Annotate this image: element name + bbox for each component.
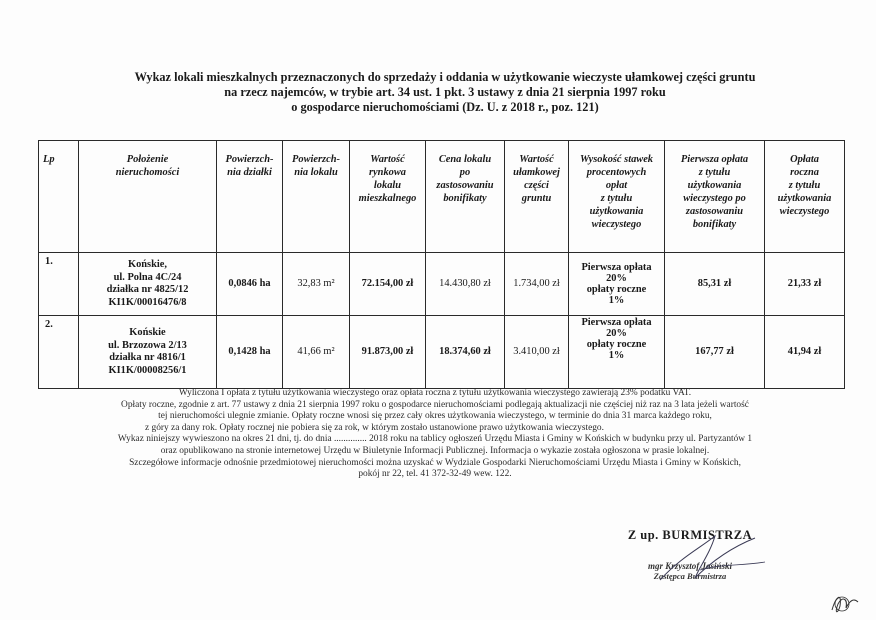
header-plot-area: Powierzch- nia działki <box>217 141 283 253</box>
row-plot-area: 0,0846 ha <box>217 253 283 316</box>
row-plot-area: 0,1428 ha <box>217 316 283 389</box>
note-line: z góry za dany rok. Opłaty rocznej nie pobiera się za rok, w którym zostało ustanowione prawo użytkowania wieczystego. <box>145 422 604 433</box>
row-land-share-value: 1.734,00 zł <box>505 253 569 316</box>
row-first-fee: 167,77 zł <box>665 316 765 389</box>
header-row <box>39 141 845 253</box>
header-location: Położenie nieruchomości <box>79 141 217 253</box>
note-line: Wyliczona I opłata z tytułu użytkowania wieczystego oraz opłata roczna z tytułu użytkowania wieczystego zawierają 23% podatku VAT. <box>178 388 692 398</box>
row-price: 14.430,80 zł <box>426 253 505 316</box>
page-initials <box>828 588 864 618</box>
note-line: pokój nr 22, tel. 41 372-32-49 wew. 122. <box>358 469 512 480</box>
table-row <box>39 316 845 389</box>
row-market-value: 72.154,00 zł <box>350 253 426 316</box>
row-land-share-value: 3.410,00 zł <box>505 316 569 389</box>
document-title <box>60 70 830 115</box>
signatory-name: mgr Krzysztof Jasiński <box>647 561 733 571</box>
header-unit-area: Powierzch- nia lokalu <box>283 141 350 253</box>
header-rates: Wysokość stawek procentowych opłat z tytułu użytkowania wieczystego <box>569 141 665 253</box>
header-price: Cena lokalu po zastosowaniu bonifikaty <box>426 141 505 253</box>
header-first-fee: Pierwsza opłata z tytułu użytkowania wieczystego po zastosowaniu bonifikaty <box>665 141 765 253</box>
header-lp: Lp <box>39 141 79 253</box>
row-annual-fee: 21,33 zł <box>765 253 845 316</box>
row-unit-area: 41,66 m² <box>283 316 350 389</box>
header-land-share-value: Wartość ułamkowej części gruntu <box>505 141 569 253</box>
row-rates: Pierwsza opłata 20% opłaty roczne 1% <box>569 316 665 389</box>
note-line: oraz opublikowano na stronie internetowej Urzędu w Biuletynie Informacji Publicznej. Informacja o wykazie została ogłoszona w prasie lokalnej. <box>160 445 710 456</box>
header-market-value: Wartość rynkowa lokalu mieszkalnego <box>350 141 426 253</box>
notes-block <box>40 388 830 481</box>
title-line-2: na rzecz najemców, w trybie art. 34 ust. 1 pkt. 3 ustawy z dnia 21 sierpnia 1997 roku <box>224 85 666 99</box>
note-line: Szczegółowe informacje odnośnie przedmiotowej nieruchomości można uzyskać w Wydziale Gospodarki Nieruchomościami Urzędu Miasta i Gminy w Końskich, <box>129 457 741 468</box>
table-row <box>39 253 845 316</box>
row-location: Końskie, ul. Polna 4C/24 działka nr 4825/12 KI1K/00016476/8 <box>79 253 217 316</box>
row-lp: 1. <box>39 253 79 316</box>
note-line: Wykaz niniejszy wywieszono na okres 21 dni, tj. do dnia .............. 2018 roku na tablicy ogłoszeń Urzędu Miasta i Gminy w Końskich w budynku przy ul. Partyzantów 1 <box>117 434 753 445</box>
row-market-value: 91.873,00 zł <box>350 316 426 389</box>
header-annual-fee: Opłata roczna z tytułu użytkowania wieczystego <box>765 141 845 253</box>
note-line: tej nieruchomości ulegnie zmianie. Opłaty roczne wnosi się przez cały okres użytkowania wieczystego, w terminie do dnia 31 marca każdego roku, <box>158 411 712 422</box>
row-unit-area: 32,83 m² <box>283 253 350 316</box>
row-price: 18.374,60 zł <box>426 316 505 389</box>
handwritten-signature <box>640 528 780 588</box>
signature-heading: Z up. BURMISTRZA <box>627 528 753 542</box>
title-line-1: Wykaz lokali mieszkalnych przeznaczonych do sprzedaży i oddania w użytkowanie wieczyste ułamkowej części gruntu <box>134 70 756 84</box>
row-annual-fee: 41,94 zł <box>765 316 845 389</box>
row-rates: Pierwsza opłata 20% opłaty roczne 1% <box>569 253 665 316</box>
row-location: Końskie ul. Brzozowa 2/13 działka nr 4816/1 KI1K/00008256/1 <box>79 316 217 389</box>
row-lp: 2. <box>39 316 79 389</box>
signatory-role: Zastępca Burmistrza <box>653 571 727 581</box>
row-first-fee: 85,31 zł <box>665 253 765 316</box>
property-table <box>38 140 845 389</box>
title-line-3: o gospodarce nieruchomościami (Dz. U. z 2018 r., poz. 121) <box>291 100 599 114</box>
note-line: Opłaty roczne, zgodnie z art. 77 ustawy z dnia 21 sierpnia 1997 roku o gospodarce nieruchomościami podlegają aktualizacji nie częściej niż raz na 3 lata jeżeli wartość <box>121 399 749 410</box>
